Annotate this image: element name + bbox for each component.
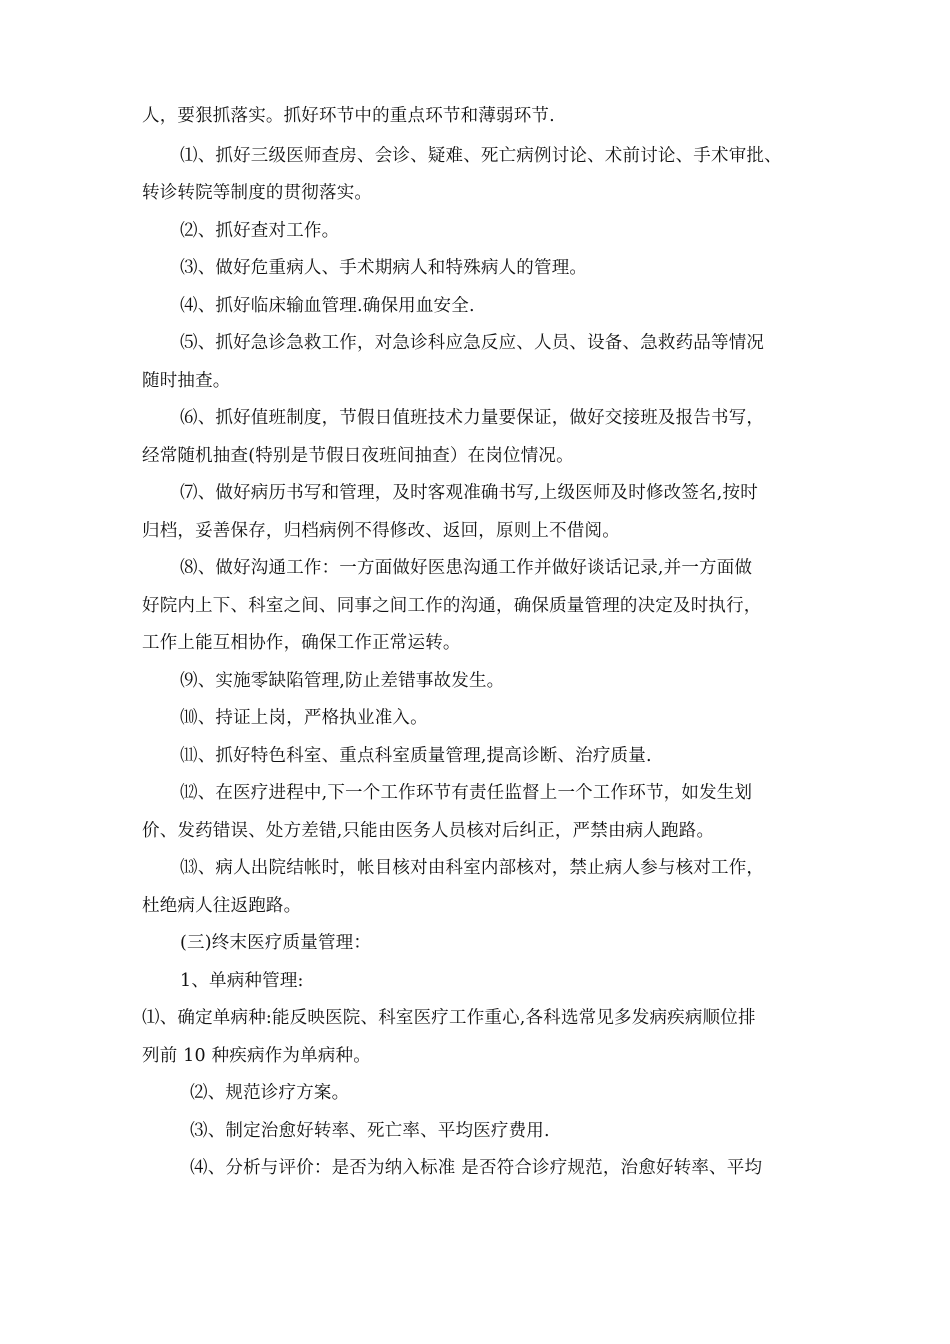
text-line: ⑽、持证上岗，严格执业准入。 [180,708,428,728]
text-line: ⑶、做好危重病人、手术期病人和特殊病人的管理。 [180,258,588,278]
text-line: ⑹、抓好值班制度，节假日值班技术力量要保证，做好交接班及报告书写， [180,408,765,428]
text-line: ⑵、抓好查对工作。 [180,221,340,241]
text-line: ⑼、实施零缺陷管理,防止差错事故发生。 [180,671,505,691]
text-line: 随时抽查。 [142,371,231,391]
text-line: 杜绝病人往返跑路。 [142,896,302,916]
text-line: ⑶、制定治愈好转率、死亡率、平均医疗费用. [190,1121,550,1141]
text-line: 价、发药错误、处方差错,只能由医务人员核对后纠正，严禁由病人跑路。 [142,821,715,841]
subsection-heading: 1、单病种管理: [180,971,304,991]
text-line: 转诊转院等制度的贯彻落实。 [142,183,373,203]
text-line: ⑷、分析与评价：是否为纳入标准 是否符合诊疗规范，治愈好转率、平均 [190,1158,763,1178]
text-line: 好院内上下、科室之间、同事之间工作的沟通，确保质量管理的决定及时执行， [142,596,762,616]
text-line: ⒀、病人出院结帐时，帐目核对由科室内部核对，禁止病人参与核对工作， [180,858,765,878]
text-line: 经常随机抽查(特别是节假日夜班间抽查）在岗位情况。 [142,446,574,466]
text-line: ⑿、在医疗进程中,下一个工作环节有责任监督上一个工作环节，如发生划 [180,783,753,803]
text-line: 工作上能互相协作，确保工作正常运转。 [142,633,461,653]
text-line: 列前 10 种疾病作为单病种。 [142,1046,371,1066]
text-line: 归档，妥善保存，归档病例不得修改、返回，原则上不借阅。 [142,521,620,541]
text-line: ⑸、抓好急诊急救工作，对急诊科应急反应、人员、设备、急救药品等情况 [180,333,765,353]
section-heading: (三)终末医疗质量管理： [180,933,372,953]
text-line: ⑷、抓好临床输血管理.确保用血安全. [180,296,475,316]
text-line: ⑴、确定单病种:能反映医院、科室医疗工作重心,各科选常见多发病疾病顺位排 [142,1008,756,1028]
text-line: ⑵、规范诊疗方案。 [190,1083,350,1103]
text-line: ⑻、做好沟通工作：一方面做好医患沟通工作并做好谈话记录,并一方面做 [180,558,753,578]
text-line: 人，要狠抓落实。抓好环节中的重点环节和薄弱环节. [142,106,555,126]
text-line: ⑾、抓好特色科室、重点科室质量管理,提高诊断、治疗质量. [180,746,652,766]
text-line: ⑺、做好病历书写和管理，及时客观准确书写,上级医师及时修改签名,按时 [180,483,758,503]
text-line: ⑴、抓好三级医师查房、会诊、疑难、死亡病例讨论、术前讨论、手术审批、 [180,146,782,166]
